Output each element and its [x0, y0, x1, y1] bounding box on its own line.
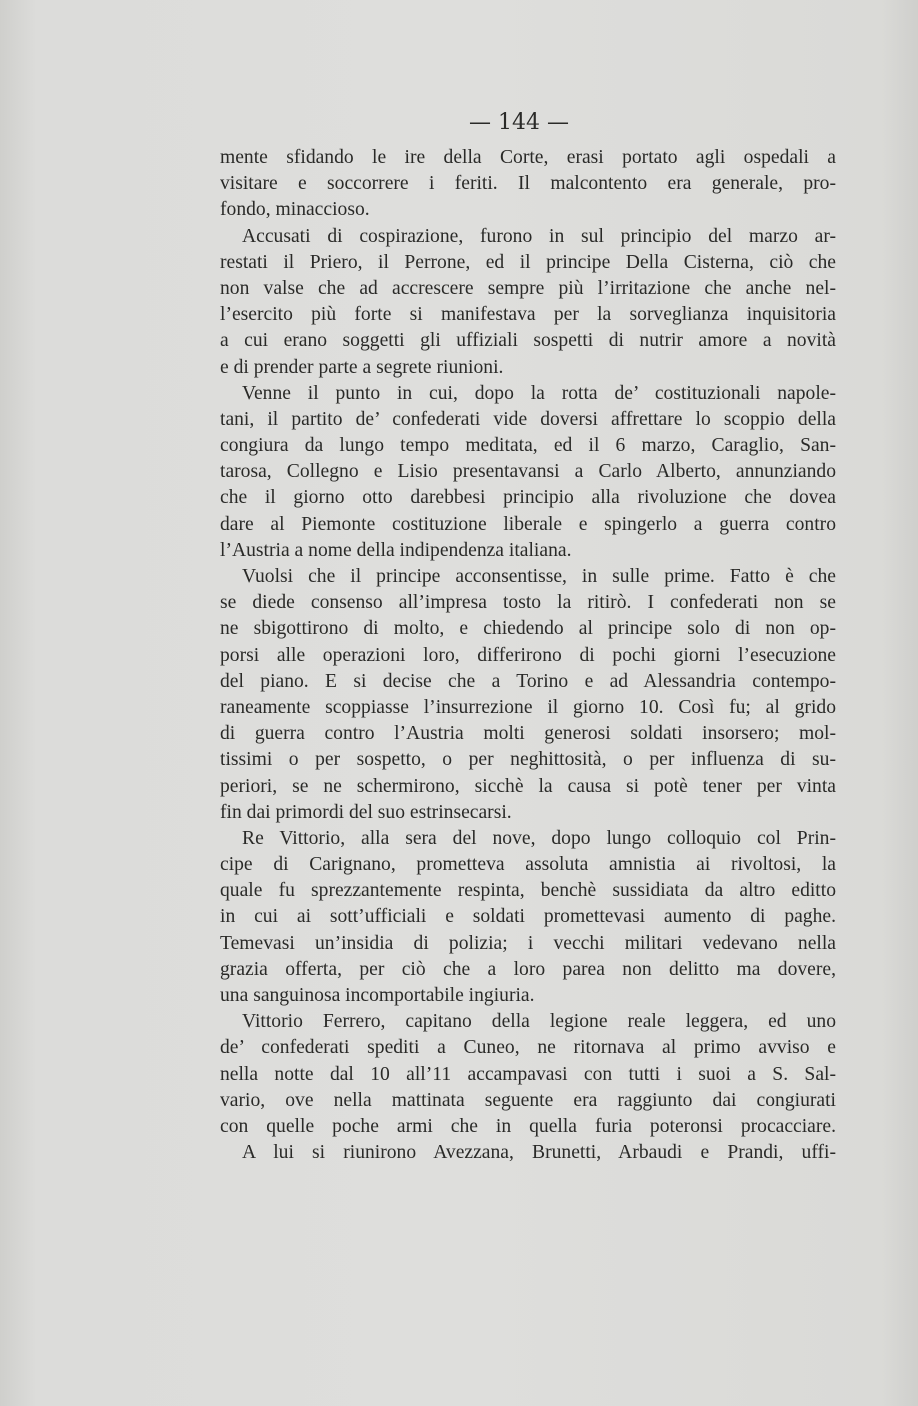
text-line: a cui erano soggetti gli uffiziali sospetti di nutrir amore a novità: [220, 330, 836, 352]
text-line: l’esercito più forte si manifestava per la sorveglianza inquisitoria: [220, 304, 836, 326]
text-line: nella notte dal 10 all’11 accampavasi con tutti i suoi a S. Sal-: [220, 1063, 836, 1085]
text-line: grazia offerta, per ciò che a loro parea non delitto ma dovere,: [220, 958, 836, 980]
page-number: — 144 —: [469, 110, 569, 135]
text-line: cipe di Carignano, prometteva assoluta amnistia ai rivoltosi, la: [220, 854, 836, 876]
text-line: e di prender parte a segrete riunioni.: [220, 356, 504, 378]
text-line: con quelle poche armi che in quella furia poteronsi procacciare.: [220, 1115, 836, 1137]
text-line: de’ confederati spediti a Cuneo, ne ritornava al primo avviso e: [220, 1037, 836, 1059]
text-line: Accusati di cospirazione, furono in sul principio del marzo ar-: [242, 225, 836, 247]
text-line: mente sfidando le ire della Corte, erasi portato agli ospedali a: [220, 147, 836, 168]
text-line: congiura da lungo tempo meditata, ed il 6 marzo, Caraglio, San-: [220, 435, 836, 457]
text-line: in cui ai sott’ufficiali e soldati promettevasi aumento di paghe.: [220, 906, 836, 928]
text-line: quale fu sprezzantemente respinta, benchè sussidiata da altro editto: [220, 880, 836, 902]
text-line: se diede consenso all’impresa tosto la ritirò. I confederati non se: [220, 592, 836, 614]
text-line: fin dai primordi del suo estrinsecarsi.: [220, 801, 512, 823]
text-line: del piano. E si decise che a Torino e ad Alessandria contempo-: [220, 670, 836, 692]
text-line: tani, il partito de’ confederati vide doversi affrettare lo scoppio della: [220, 408, 836, 430]
text-line: Temevasi un’insidia di polizia; i vecchi militari vedevano nella: [220, 932, 836, 954]
text-line: Vittorio Ferrero, capitano della legione reale leggera, ed uno: [242, 1011, 836, 1033]
text-line: porsi alle operazioni loro, differirono di pochi giorni l’esecuzione: [220, 644, 836, 666]
text-line: di guerra contro l’Austria molti generosi soldati insorsero; mol-: [220, 723, 836, 745]
text-line: Venne il punto in cui, dopo la rotta de’ costituzionali napole-: [242, 382, 836, 404]
text-line: una sanguinosa incomportabile ingiuria.: [220, 985, 535, 1006]
text-line: restati il Priero, il Perrone, ed il principe Della Cisterna, ciò che: [220, 251, 836, 273]
text-line: l’Austria a nome della indipendenza italiana.: [220, 539, 572, 561]
body-text: [220, 145, 836, 1166]
text-line: raneamente scoppiasse l’insurrezione il giorno 10. Così fu; al grido: [220, 696, 836, 718]
text-line: A lui si riunirono Avezzana, Brunetti, Arbaudi e Prandi, uffi-: [242, 1142, 836, 1164]
text-line: vario, ove nella mattinata seguente era raggiunto dai congiurati: [220, 1089, 836, 1111]
text-line: dare al Piemonte costituzione liberale e spingerlo a guerra contro: [220, 513, 836, 535]
text-line: ne sbigottirono di molto, e chiedendo al principe solo di non op-: [220, 618, 836, 640]
text-line: non valse che ad accrescere sempre più l’irritazione che anche nel-: [220, 277, 836, 299]
text-line: Re Vittorio, alla sera del nove, dopo lungo colloquio col Prin-: [242, 827, 836, 849]
text-line: tarosa, Collegno e Lisio presentavansi a Carlo Alberto, annunziando: [220, 461, 836, 483]
text-line: Vuolsi che il principe acconsentisse, in sulle prime. Fatto è che: [242, 566, 836, 587]
text-line: che il giorno otto darebbesi principio alla rivoluzione che dovea: [220, 487, 836, 509]
text-line: tissimi o per sospetto, o per neghittosità, o per influenza di su-: [220, 749, 836, 771]
text-line: fondo, minaccioso.: [220, 199, 370, 221]
text-line: visitare e soccorrere i feriti. Il malcontento era generale, pro-: [220, 173, 836, 195]
text-line: periori, se ne schermirono, sicchè la causa si potè tener per vinta: [220, 775, 836, 797]
